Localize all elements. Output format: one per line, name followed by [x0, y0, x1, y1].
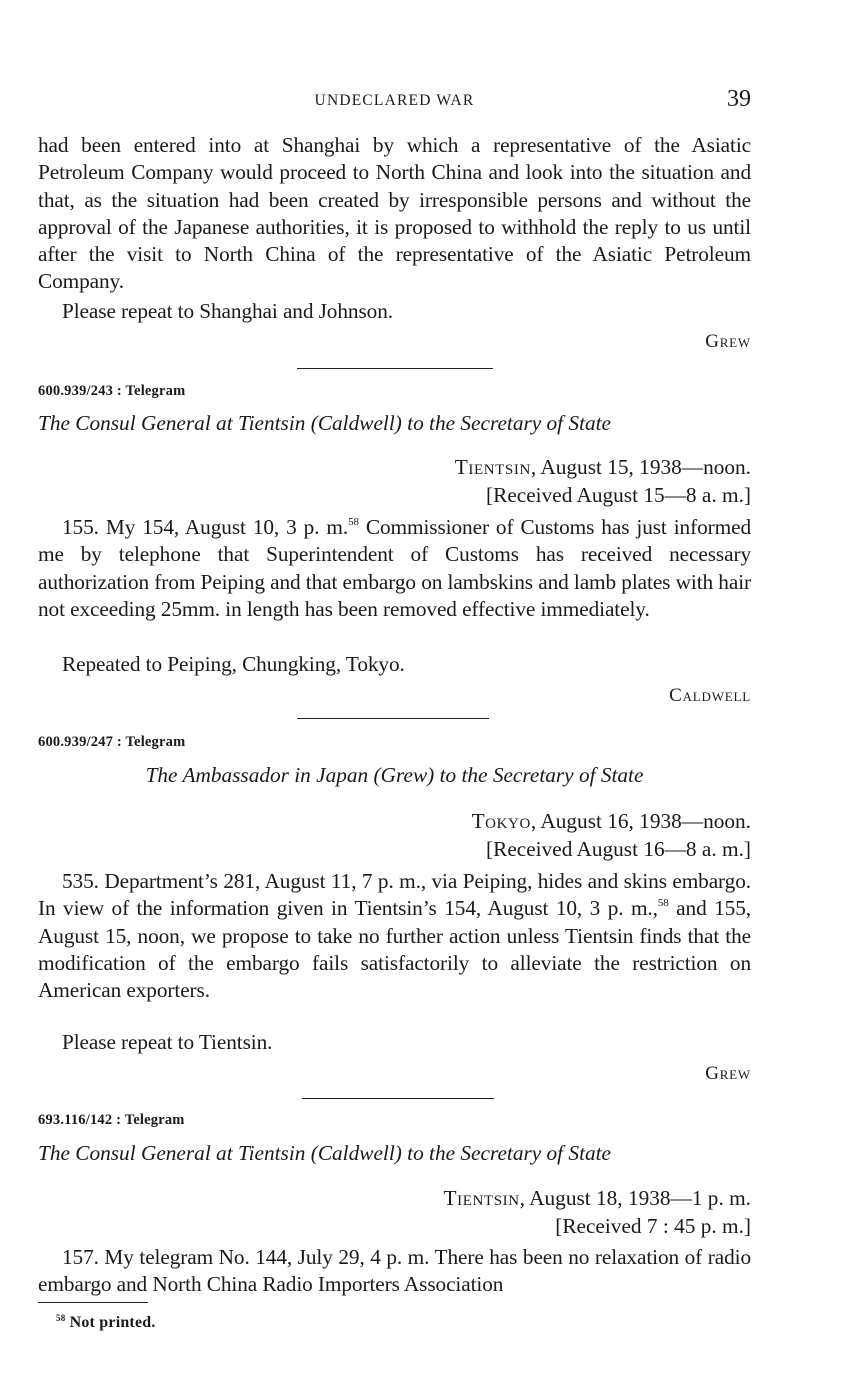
signature-grew: Grew [705, 1063, 751, 1084]
telegram-body: 157. My telegram No. 144, July 29, 4 p. m. There has been no relaxation of radio embargo and North China Radio Importers Association [38, 1245, 751, 1297]
dateline: Tientsin, August 15, 1938—noon. [454, 455, 751, 479]
running-head [38, 88, 751, 114]
place-name: Tientsin [454, 455, 531, 479]
file-reference: 693.116/142 : Telegram [38, 1112, 185, 1128]
continuation-paragraph: had been entered into at Shanghai by which a representative of the Asiatic Petroleum Company would proceed to North China and look into the situation and that, as the situation had been created by irresponsible persons and without the approval of the Japanese authorities, it is proposed to withhold the reply to us until after the visit to North China of the representative of the Asiatic Petroleum Company. [38, 133, 751, 294]
signature-caldwell: Caldwell [669, 685, 751, 706]
document-heading: The Ambassador in Japan (Grew) to the Secretary of State [145, 763, 644, 787]
file-reference: 600.939/243 : Telegram [38, 383, 186, 399]
footnote-rule [38, 1302, 148, 1303]
footnote-ref: 58 [348, 516, 359, 528]
document-heading: The Consul General at Tientsin (Caldwell) to the Secretary of State [38, 1141, 612, 1165]
place-name: Tientsin [443, 1186, 520, 1210]
footnote-ref: 58 [657, 897, 669, 910]
sender-name: Caldwell [317, 411, 395, 435]
section-divider [302, 1098, 494, 1099]
repeated-line: Repeated to Peiping, Chungking, Tokyo. [62, 652, 405, 676]
place-name: Tokyo [471, 809, 531, 833]
footnote: $^{58}$ Not printed. [56, 1313, 156, 1331]
running-title: UNDECLARED WAR [314, 92, 475, 109]
document-heading: The Consul General at Tientsin (Caldwell) to the Secretary of State [38, 411, 612, 435]
instruction-paragraph: Please repeat to Tientsin. [62, 1030, 273, 1054]
dateline: Tientsin, August 18, 1938—1 p. m. [443, 1186, 751, 1210]
page-number: 39 [727, 86, 751, 112]
footnote-mark: 58 [56, 1313, 66, 1323]
received-line: [Received August 16—8 a. m.] [486, 837, 751, 861]
dateline: Tokyo, August 16, 1938—noon. [471, 809, 751, 833]
signature-grew: Grew [705, 331, 751, 352]
telegram-body: 535. Department’s 281, August 11, 7 p. m., via Peiping, hides and skins embargo. In view of the information given in Tientsin’s 154, August 10, 3 p. m.,$^{58}$ and 155, August 15, noon, we propose to take no further action unless Tientsin finds that the modification of the embargo fails satisfactorily to alleviate the restriction on American exporters. [38, 869, 751, 1003]
file-reference: 600.939/247 : Telegram [38, 734, 186, 750]
received-line: [Received 7 : 45 p. m.] [555, 1214, 751, 1238]
sender-name: Caldwell [317, 1141, 395, 1165]
sender-name: Grew [380, 763, 428, 787]
instruction-paragraph: Please repeat to Shanghai and Johnson. [62, 299, 393, 323]
section-divider [297, 368, 493, 369]
section-divider [297, 718, 489, 719]
received-line: [Received August 15—8 a. m.] [486, 483, 751, 507]
telegram-body: 155. My 154, August 10, 3 p. m.$^{58}$ Commissioner of Customs has just informed me by telephone that Superintendent of Customs has received necessary authorization from Peiping and that embargo on lambskins and lamb plates with hair not exceeding 25mm. in length has been removed effective immediately. [38, 515, 751, 621]
